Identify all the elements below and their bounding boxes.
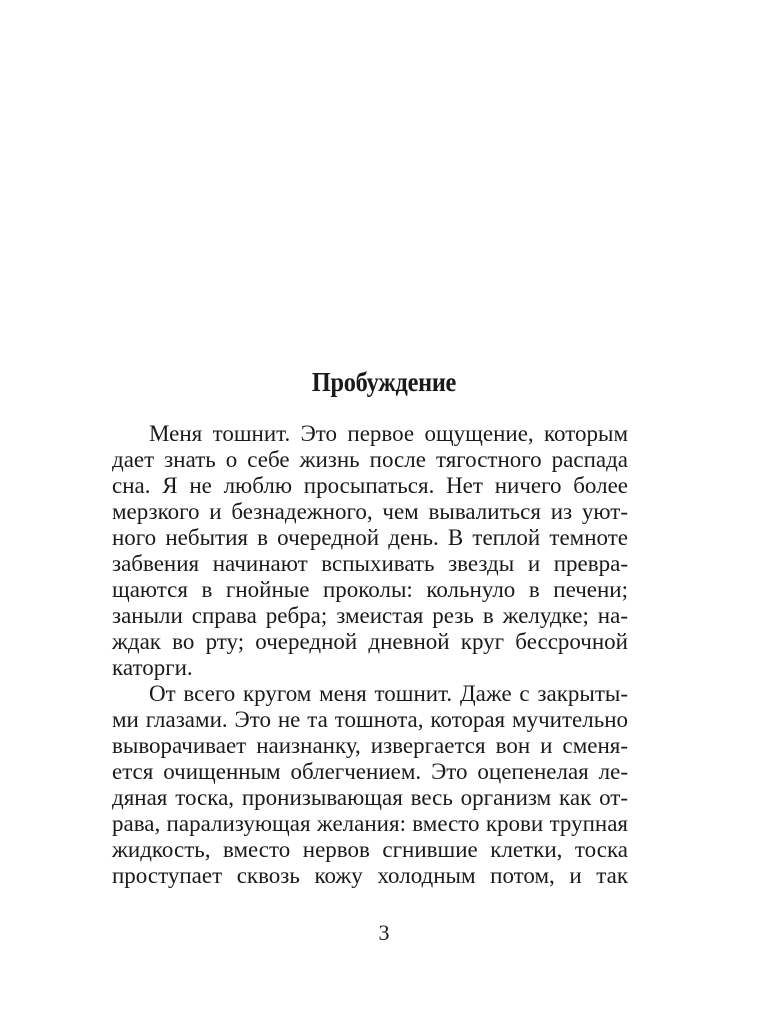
text-line: щаются в гнойные проколы: кольнуло в печени; [112,577,628,602]
text-line: мерзкого и безнадежного, чем вывалиться из уют- [112,499,628,524]
text-line: забвения начинают вспыхивать звезды и превра- [112,551,628,576]
text-line: рава, парализующая желания: вместо крови трупная [112,811,628,836]
text-line: ми глазами. Это не та тошнота, которая мучительно [112,707,628,732]
text-line: дяная тоска, пронизывающая весь организм как от- [112,785,628,810]
text-line: Меня тошнит. Это первое ощущение, которым [149,421,628,446]
text-line: ется очищенным облегчением. Это оцепенелая ле- [112,759,628,784]
text-line: заныли справа ребра; змеистая резь в желудке; на- [112,603,628,628]
text-line: От всего кругом меня тошнит. Даже с закрыты- [149,681,628,706]
text-line: выворачивает наизнанку, извергается вон и сменя- [112,733,628,758]
text-line: проступает сквозь кожу холодным потом, и так [112,863,628,888]
text-line: ного небытия в очередной день. В теплой темноте [112,525,628,550]
page-number: 3 [378,920,390,945]
chapter-title: Пробуждение [311,367,457,397]
text-line: жидкость, вместо нервов сгнившие клетки, тоска [112,837,628,862]
text-line: каторги. [112,655,193,680]
text-line: дает знать о себе жизнь после тягостного распада [112,447,628,472]
text-line: ждак во рту; очередной дневной круг бессрочной [112,629,628,654]
text-line: сна. Я не люблю просыпаться. Нет ничего более [112,473,628,498]
